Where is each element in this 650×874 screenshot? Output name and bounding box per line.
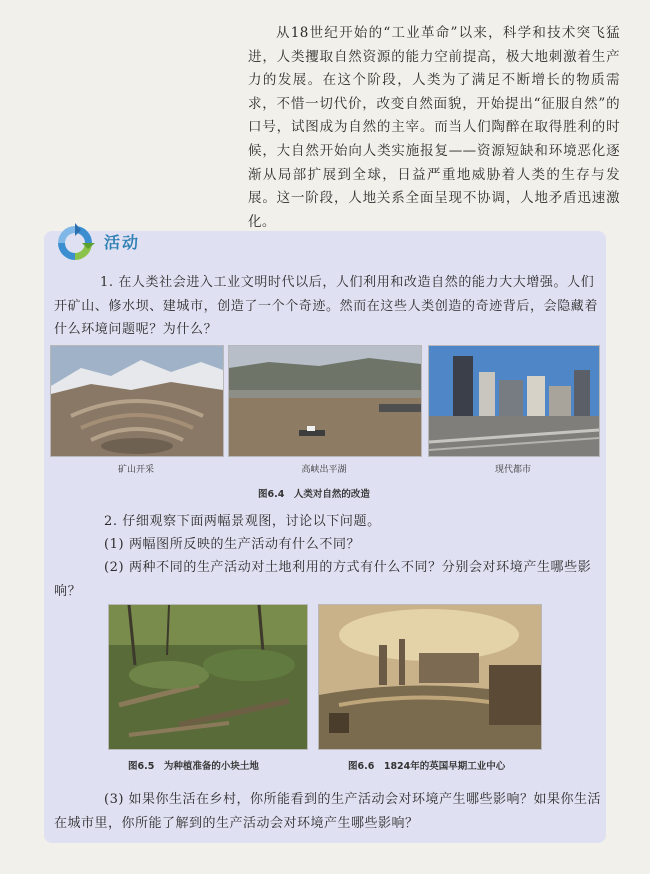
question-3: (3) 如果你生活在乡村，你所能看到的生产活动会对环境产生哪些影响？如果你生活在城市里，你所能了解到的生产活动会对环境产生哪些影响？ (54, 792, 602, 831)
figure-6-5-caption: 图6.5 为种植准备的小块土地 (128, 761, 259, 772)
figure-6-4-title: 图6.4 人类对自然的改造 (258, 489, 370, 500)
caption-mining: 矿山开采 (117, 465, 154, 475)
question-2-sub2: (2) 两种不同的生产活动对土地利用的方式有什么不同？分别会对环境产生哪些影响？ (54, 560, 592, 599)
figure-6-6-caption: 图6.6 1824年的英国早期工业中心 (348, 761, 506, 772)
intro-paragraph: 从18世纪开始的“工业革命”以来，科学和技术突飞猛进，人类攫取自然资源的能力空前提高，极大地刺激着生产力的发展。在这个阶段，人类为了满足不断增长的物质需求，不惜一切代价，改变自然面貌，开始提出“征服自然”的口号，试图成为自然的主宰。而当人们陶醉在取得胜利的时候，大自然开始向人类实施报复——资源短缺和环境恶化逐渐从局部扩展到全球，日益严重地威胁着人类的生存与发展。这一阶段，人地关系全面呈现不协调，人地矛盾迅速激化。 (248, 25, 620, 230)
city-photo (428, 345, 600, 457)
question-1: 1. 在人类社会进入工业文明时代以后，人们利用和改造自然的能力大大增强。人们开矿山、修水坝、建城市，创造了一个个奇迹。然而在这些人类创造的奇迹背后，会隐藏着什么环境问题呢？为什么？ (54, 275, 599, 337)
caption-dam: 高峡出平湖 (301, 465, 347, 475)
caption-city: 现代都市 (494, 465, 531, 475)
cycle-arrows-icon (54, 222, 96, 264)
activity-title: 活动 (104, 233, 141, 252)
question-2-intro: 2. 仔细观察下面两幅景观图，讨论以下问题。 (104, 514, 381, 529)
dam-lake-photo (228, 345, 422, 457)
industrial-painting-photo (318, 604, 542, 750)
question-2-sub1: (1) 两幅图所反映的生产活动有什么不同？ (104, 537, 361, 552)
forest-clearing-photo (108, 604, 308, 750)
mining-photo (50, 345, 224, 457)
